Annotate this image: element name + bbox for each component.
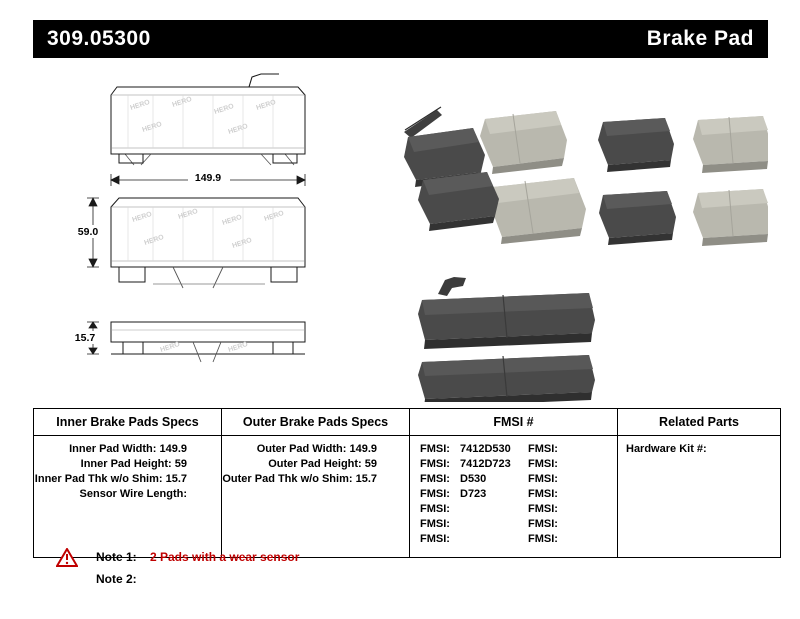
svg-text:HERO: HERO [227,340,249,354]
note-1-label: Note 1: [96,550,137,564]
fmsi-label-left: FMSI: [420,488,450,500]
outer-spec-width: Outer Pad Width: 149.9 [256,443,377,455]
header-inner-specs: Inner Brake Pads Specs [34,409,222,436]
notes-section [33,548,533,592]
fmsi-label-left: FMSI: [420,503,450,515]
note-2-label: Note 2: [96,572,137,586]
cell-outer-specs [222,436,410,558]
outer-spec-height: Outer Pad Height: 59 [268,458,377,470]
note-1-text: 2 Pads with a wear sensor [150,550,300,564]
dimension-height-label: 59.0 [77,226,99,238]
inner-spec-width: Inner Pad Width: 149.9 [69,443,187,455]
page-title: Brake Pad [646,27,754,50]
svg-text:HERO: HERO [177,207,199,221]
svg-text:HERO: HERO [159,340,181,354]
fmsi-value-left: 7412D723 [460,458,511,470]
fmsi-row [420,487,617,502]
table-header-row [34,409,781,436]
inner-spec-thickness: Inner Pad Thk w/o Shim: 15.7 [34,473,187,485]
svg-text:HERO: HERO [221,213,243,227]
cell-related-parts [618,436,781,558]
note-row-1 [33,548,533,570]
part-number: 309.05300 [47,27,151,50]
svg-text:HERO: HERO [131,210,153,224]
dimension-thickness-label: 15.7 [74,332,96,344]
fmsi-row [420,457,617,472]
fmsi-label-right: FMSI: [528,518,558,530]
fmsi-row [420,472,617,487]
svg-text:HERO: HERO [255,98,277,112]
fmsi-label-right: FMSI: [528,443,558,455]
note-row-2 [33,570,533,592]
cell-fmsi [410,436,618,558]
outer-spec-thickness: Outer Pad Thk w/o Shim: 15.7 [222,473,377,485]
specs-table [33,408,781,558]
fmsi-value-left: D530 [460,473,487,485]
line-art-inner-pad [111,74,305,165]
fmsi-label-left: FMSI: [420,533,450,545]
fmsi-label-left: FMSI: [420,473,450,485]
fmsi-row [420,532,617,547]
svg-text:HERO: HERO [129,98,151,112]
fmsi-row [420,502,617,517]
svg-text:HERO: HERO [213,102,235,116]
cell-inner-specs [34,436,222,558]
line-art-side-profile [111,322,305,362]
fmsi-label-right: FMSI: [528,503,558,515]
technical-drawing [33,62,768,402]
svg-text:HERO: HERO [141,120,163,134]
warning-icon [56,548,78,567]
table-body-row [34,436,781,558]
fmsi-label-right: FMSI: [528,473,558,485]
svg-text:HERO: HERO [263,209,285,223]
related-hardware-kit: Hardware Kit #: [626,443,707,455]
svg-text:HERO: HERO [231,236,253,250]
header-outer-specs: Outer Brake Pads Specs [222,409,410,436]
inner-spec-sensor-wire: Sensor Wire Length: [79,488,187,500]
fmsi-label-left: FMSI: [420,458,450,470]
fmsi-label-right: FMSI: [528,488,558,500]
svg-text:HERO: HERO [143,233,165,247]
inner-spec-height: Inner Pad Height: 59 [80,458,187,470]
svg-text:HERO: HERO [171,95,193,109]
fmsi-row [420,442,617,457]
fmsi-label-right: FMSI: [528,533,558,545]
fmsi-value-left: 7412D530 [460,443,511,455]
fmsi-row [420,517,617,532]
watermark-text [129,96,277,136]
fmsi-value-left: D723 [460,488,487,500]
header-related-parts: Related Parts [618,409,781,436]
svg-text:HERO: HERO [227,122,249,136]
header-fmsi: FMSI # [410,409,618,436]
product-photo-pads [404,107,768,402]
dimension-width-label: 149.9 [194,172,222,184]
fmsi-label-left: FMSI: [420,518,450,530]
header-bar [33,20,768,58]
fmsi-label-right: FMSI: [528,458,558,470]
watermark-text-2 [131,208,285,250]
fmsi-label-left: FMSI: [420,443,450,455]
